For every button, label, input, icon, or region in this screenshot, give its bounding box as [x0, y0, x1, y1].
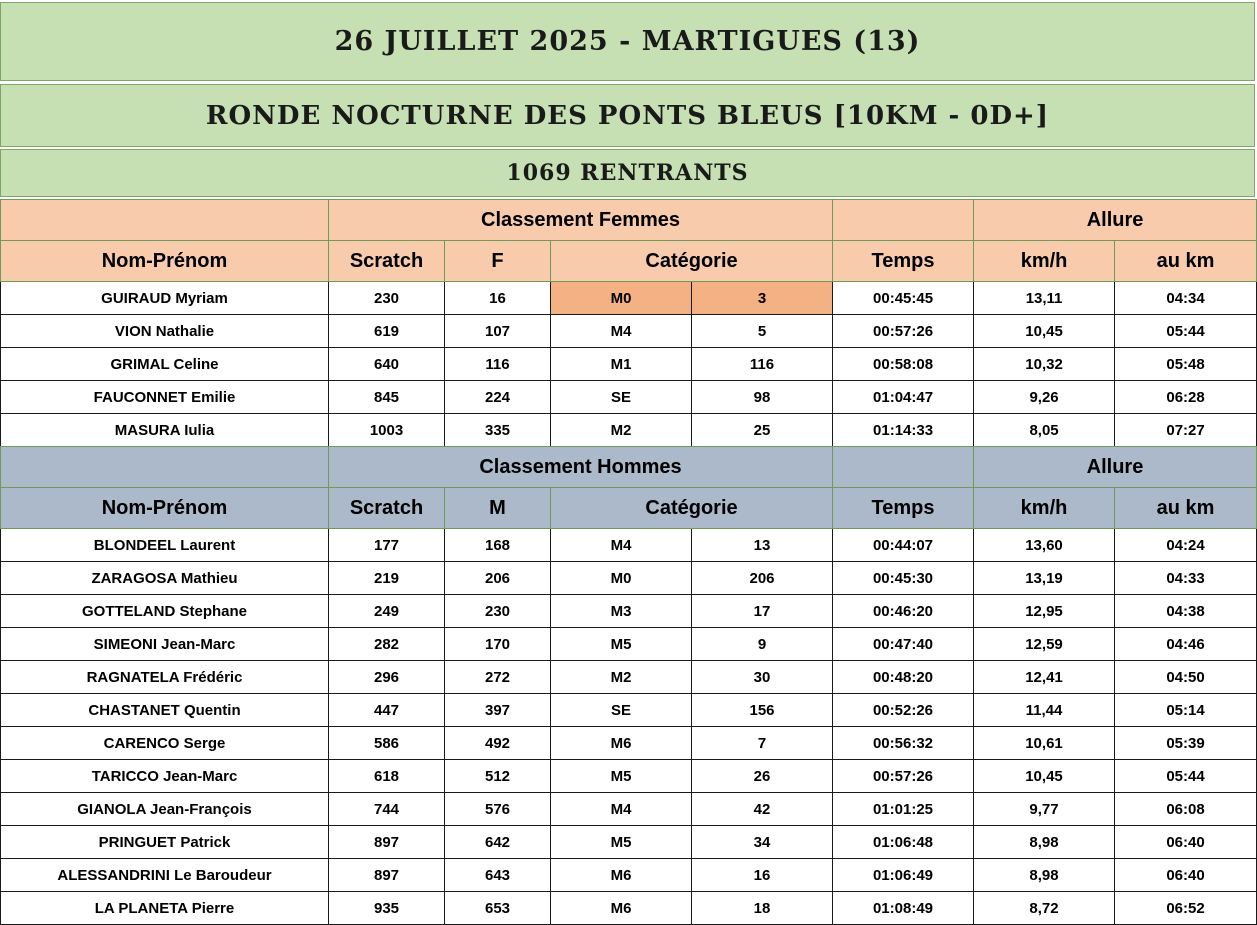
- cell-per-km: 07:27: [1115, 414, 1257, 447]
- table-row: [1, 694, 1257, 727]
- group-header-spacer: [1, 447, 329, 488]
- cell-scratch: 897: [329, 859, 445, 892]
- cell-kmh: 10,61: [974, 727, 1115, 760]
- cell-scratch: 935: [329, 892, 445, 925]
- group-header-spacer: [833, 200, 974, 241]
- cell-category-rank: 9: [692, 628, 833, 661]
- cell-rank: 643: [445, 859, 551, 892]
- cell-time: 01:06:49: [833, 859, 974, 892]
- cell-time: 00:44:07: [833, 529, 974, 562]
- cell-name: RAGNATELA Frédéric: [1, 661, 329, 694]
- cell-name: PRINGUET Patrick: [1, 826, 329, 859]
- cell-kmh: 12,41: [974, 661, 1115, 694]
- cell-category-rank: 13: [692, 529, 833, 562]
- cell-rank: 335: [445, 414, 551, 447]
- cell-scratch: 897: [329, 826, 445, 859]
- cell-category-rank: 5: [692, 315, 833, 348]
- cell-name: SIMEONI Jean-Marc: [1, 628, 329, 661]
- table-row: [1, 892, 1257, 925]
- cell-rank: 230: [445, 595, 551, 628]
- group-header-row: [1, 447, 1257, 488]
- cell-per-km: 04:50: [1115, 661, 1257, 694]
- cell-time: 00:45:30: [833, 562, 974, 595]
- cell-category-rank: 25: [692, 414, 833, 447]
- cell-category: M5: [551, 628, 692, 661]
- column-header-row: [1, 241, 1257, 282]
- cell-category: M6: [551, 727, 692, 760]
- race-name: RONDE NOCTURNE DES PONTS BLEUS [10KM - 0D+]: [0, 84, 1255, 147]
- cell-category-rank: 18: [692, 892, 833, 925]
- col-header-kmh: km/h: [974, 488, 1115, 529]
- cell-category: M4: [551, 793, 692, 826]
- cell-scratch: 845: [329, 381, 445, 414]
- col-header-name: Nom-Prénom: [1, 241, 329, 282]
- table-row: [1, 628, 1257, 661]
- cell-per-km: 04:24: [1115, 529, 1257, 562]
- men-results-body: [1, 529, 1257, 925]
- cell-scratch: 282: [329, 628, 445, 661]
- cell-category: M2: [551, 661, 692, 694]
- cell-time: 01:04:47: [833, 381, 974, 414]
- cell-rank: 170: [445, 628, 551, 661]
- cell-category: M6: [551, 859, 692, 892]
- cell-name: LA PLANETA Pierre: [1, 892, 329, 925]
- cell-per-km: 04:34: [1115, 282, 1257, 315]
- cell-time: 00:47:40: [833, 628, 974, 661]
- cell-per-km: 05:48: [1115, 348, 1257, 381]
- cell-name: CARENCO Serge: [1, 727, 329, 760]
- cell-rank: 116: [445, 348, 551, 381]
- cell-name: GRIMAL Celine: [1, 348, 329, 381]
- cell-scratch: 177: [329, 529, 445, 562]
- cell-per-km: 05:14: [1115, 694, 1257, 727]
- cell-scratch: 447: [329, 694, 445, 727]
- cell-category: M2: [551, 414, 692, 447]
- cell-rank: 224: [445, 381, 551, 414]
- cell-kmh: 10,45: [974, 315, 1115, 348]
- cell-category: M6: [551, 892, 692, 925]
- cell-time: 00:57:26: [833, 315, 974, 348]
- cell-kmh: 8,98: [974, 826, 1115, 859]
- table-row: [1, 315, 1257, 348]
- cell-category: M3: [551, 595, 692, 628]
- pace-title: Allure: [974, 447, 1257, 488]
- cell-time: 00:57:26: [833, 760, 974, 793]
- group-header-spacer: [1, 200, 329, 241]
- cell-scratch: 618: [329, 760, 445, 793]
- cell-time: 01:08:49: [833, 892, 974, 925]
- cell-time: 00:48:20: [833, 661, 974, 694]
- cell-kmh: 10,32: [974, 348, 1115, 381]
- cell-scratch: 296: [329, 661, 445, 694]
- cell-category-rank: 116: [692, 348, 833, 381]
- cell-rank: 512: [445, 760, 551, 793]
- cell-time: 01:06:48: [833, 826, 974, 859]
- cell-kmh: 12,95: [974, 595, 1115, 628]
- table-row: [1, 282, 1257, 315]
- cell-per-km: 05:39: [1115, 727, 1257, 760]
- col-header-name: Nom-Prénom: [1, 488, 329, 529]
- cell-rank: 653: [445, 892, 551, 925]
- col-header-category: Catégorie: [551, 488, 833, 529]
- cell-scratch: 744: [329, 793, 445, 826]
- col-header-rank: F: [445, 241, 551, 282]
- cell-per-km: 04:33: [1115, 562, 1257, 595]
- cell-category-rank: 7: [692, 727, 833, 760]
- cell-scratch: 640: [329, 348, 445, 381]
- cell-time: 00:56:32: [833, 727, 974, 760]
- cell-category: M4: [551, 315, 692, 348]
- table-row: [1, 859, 1257, 892]
- cell-name: MASURA Iulia: [1, 414, 329, 447]
- cell-per-km: 06:28: [1115, 381, 1257, 414]
- table-row: [1, 595, 1257, 628]
- cell-time: 00:52:26: [833, 694, 974, 727]
- cell-scratch: 230: [329, 282, 445, 315]
- cell-category: SE: [551, 381, 692, 414]
- table-row: [1, 793, 1257, 826]
- cell-category-rank: 17: [692, 595, 833, 628]
- table-row: [1, 381, 1257, 414]
- cell-scratch: 586: [329, 727, 445, 760]
- cell-rank: 16: [445, 282, 551, 315]
- event-date-location: 26 JUILLET 2025 - MARTIGUES (13): [0, 2, 1255, 81]
- cell-time: 00:45:45: [833, 282, 974, 315]
- col-header-time: Temps: [833, 241, 974, 282]
- cell-category: M0: [551, 562, 692, 595]
- cell-name: CHASTANET Quentin: [1, 694, 329, 727]
- table-row: [1, 661, 1257, 694]
- women-results-table: [0, 199, 1257, 447]
- col-header-kmh: km/h: [974, 241, 1115, 282]
- cell-name: BLONDEEL Laurent: [1, 529, 329, 562]
- cell-category-rank: 42: [692, 793, 833, 826]
- pace-title: Allure: [974, 200, 1257, 241]
- cell-name: GIANOLA Jean-François: [1, 793, 329, 826]
- cell-name: GOTTELAND Stephane: [1, 595, 329, 628]
- col-header-scratch: Scratch: [329, 488, 445, 529]
- cell-category-rank: 26: [692, 760, 833, 793]
- cell-category-rank: 206: [692, 562, 833, 595]
- cell-time: 00:58:08: [833, 348, 974, 381]
- cell-category: M5: [551, 760, 692, 793]
- cell-category: M0: [551, 282, 692, 315]
- cell-category-rank: 98: [692, 381, 833, 414]
- col-header-time: Temps: [833, 488, 974, 529]
- cell-scratch: 1003: [329, 414, 445, 447]
- table-row: [1, 414, 1257, 447]
- finishers-count: 1069 RENTRANTS: [0, 149, 1255, 197]
- cell-per-km: 06:40: [1115, 826, 1257, 859]
- cell-kmh: 9,26: [974, 381, 1115, 414]
- cell-rank: 206: [445, 562, 551, 595]
- table-row: [1, 760, 1257, 793]
- cell-scratch: 219: [329, 562, 445, 595]
- women-ranking-title: Classement Femmes: [329, 200, 833, 241]
- cell-kmh: 12,59: [974, 628, 1115, 661]
- cell-kmh: 11,44: [974, 694, 1115, 727]
- col-header-per-km: au km: [1115, 241, 1257, 282]
- cell-scratch: 249: [329, 595, 445, 628]
- cell-category: M4: [551, 529, 692, 562]
- cell-category: M5: [551, 826, 692, 859]
- cell-rank: 576: [445, 793, 551, 826]
- col-header-scratch: Scratch: [329, 241, 445, 282]
- table-row: [1, 826, 1257, 859]
- cell-kmh: 13,11: [974, 282, 1115, 315]
- women-results-body: [1, 282, 1257, 447]
- cell-name: ZARAGOSA Mathieu: [1, 562, 329, 595]
- cell-name: GUIRAUD Myriam: [1, 282, 329, 315]
- cell-rank: 492: [445, 727, 551, 760]
- table-row: [1, 727, 1257, 760]
- table-row: [1, 529, 1257, 562]
- cell-category-rank: 30: [692, 661, 833, 694]
- cell-per-km: 04:46: [1115, 628, 1257, 661]
- cell-per-km: 06:40: [1115, 859, 1257, 892]
- cell-kmh: 10,45: [974, 760, 1115, 793]
- men-ranking-title: Classement Hommes: [329, 447, 833, 488]
- table-row: [1, 348, 1257, 381]
- cell-time: 01:01:25: [833, 793, 974, 826]
- cell-per-km: 04:38: [1115, 595, 1257, 628]
- cell-name: ALESSANDRINI Le Baroudeur: [1, 859, 329, 892]
- cell-kmh: 8,72: [974, 892, 1115, 925]
- cell-category-rank: 16: [692, 859, 833, 892]
- cell-category: SE: [551, 694, 692, 727]
- cell-category-rank: 156: [692, 694, 833, 727]
- cell-per-km: 05:44: [1115, 315, 1257, 348]
- cell-per-km: 05:44: [1115, 760, 1257, 793]
- cell-rank: 107: [445, 315, 551, 348]
- cell-category: M1: [551, 348, 692, 381]
- cell-kmh: 13,19: [974, 562, 1115, 595]
- cell-per-km: 06:52: [1115, 892, 1257, 925]
- cell-name: FAUCONNET Emilie: [1, 381, 329, 414]
- cell-kmh: 13,60: [974, 529, 1115, 562]
- cell-rank: 272: [445, 661, 551, 694]
- group-header-spacer: [833, 447, 974, 488]
- cell-rank: 168: [445, 529, 551, 562]
- cell-category-rank: 3: [692, 282, 833, 315]
- group-header-row: [1, 200, 1257, 241]
- cell-kmh: 8,98: [974, 859, 1115, 892]
- col-header-category: Catégorie: [551, 241, 833, 282]
- cell-rank: 397: [445, 694, 551, 727]
- cell-name: VION Nathalie: [1, 315, 329, 348]
- cell-time: 00:46:20: [833, 595, 974, 628]
- men-results-table: [0, 446, 1257, 925]
- cell-per-km: 06:08: [1115, 793, 1257, 826]
- cell-time: 01:14:33: [833, 414, 974, 447]
- cell-scratch: 619: [329, 315, 445, 348]
- cell-kmh: 8,05: [974, 414, 1115, 447]
- column-header-row: [1, 488, 1257, 529]
- col-header-per-km: au km: [1115, 488, 1257, 529]
- cell-rank: 642: [445, 826, 551, 859]
- cell-kmh: 9,77: [974, 793, 1115, 826]
- col-header-rank: M: [445, 488, 551, 529]
- cell-category-rank: 34: [692, 826, 833, 859]
- cell-name: TARICCO Jean-Marc: [1, 760, 329, 793]
- table-row: [1, 562, 1257, 595]
